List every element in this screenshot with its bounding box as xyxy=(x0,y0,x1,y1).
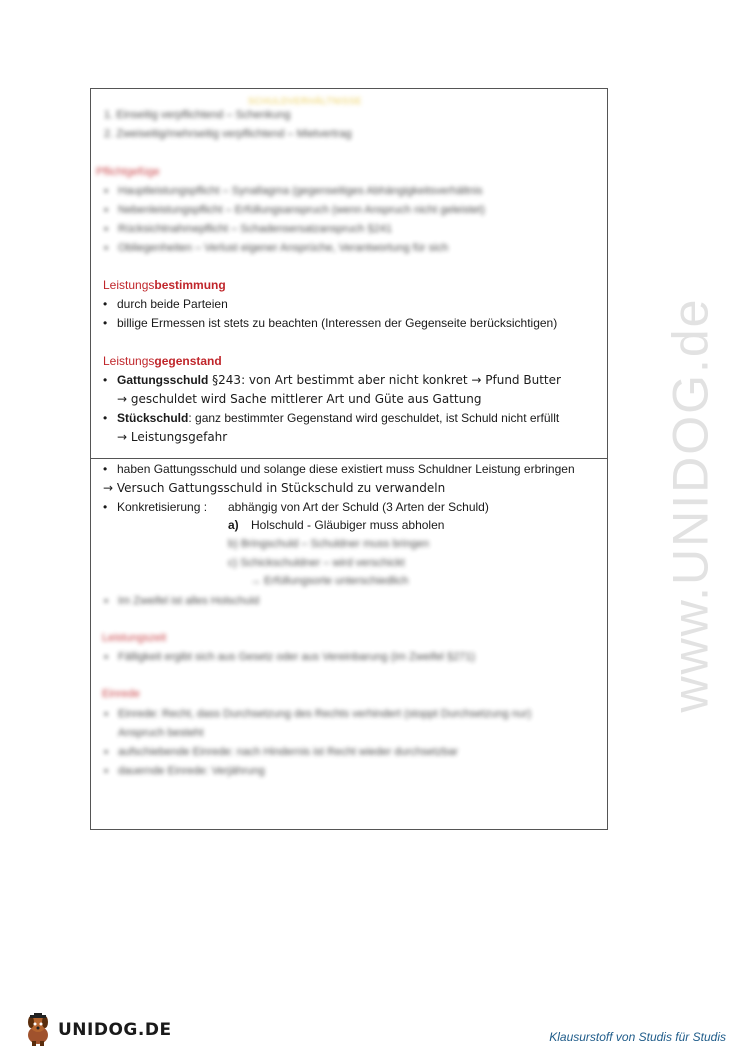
holschuld-text: Holschuld - Gläubiger muss abholen xyxy=(251,518,445,532)
blurred-einrede-1: • Einrede: Recht, dass Durchsetzung des Rechts verhindert (stoppt Durchsetzung nur) Anspruch besteht xyxy=(118,705,578,743)
gattungsschuld-continuation: → geschuldet wird Sache mittlerer Art und Güte aus Gattung xyxy=(117,392,482,406)
blurred-pflicht-4: • Obliegenheiten – Verlust eigener Ansprüche, Verantwortung für sich xyxy=(118,239,448,258)
blurred-zeit-heading: Leistungszeit xyxy=(102,632,167,644)
watermark: www.UNIDOG.de xyxy=(662,297,718,713)
gattungsschuld-line: • Gattungsschuld §243: von Art bestimmt aber nicht konkret → Pfund Butter xyxy=(117,371,561,390)
stueckschuld-line: • Stückschuld: ganz bestimmter Gegenstand wird geschuldet, ist Schuld nicht erfüllt xyxy=(117,409,559,428)
blurred-schickschuld-cont: → Erfüllungsorte unterschiedlich xyxy=(250,575,409,587)
logo-text: UNIDOG.DE xyxy=(58,1020,172,1040)
konkretisierung-label: • Konkretisierung : xyxy=(117,498,207,517)
konkretisierung-line-1: • haben Gattungsschuld und solange diese existiert muss Schuldner Leistung erbringen xyxy=(117,460,575,479)
section-divider xyxy=(90,458,608,459)
blurred-top-section xyxy=(90,88,608,264)
stueckschuld-continuation: → Leistungsgefahr xyxy=(117,430,228,444)
bestimmung-item-1: • durch beide Parteien xyxy=(117,295,228,314)
blurred-title: SCHULDVERHÄLTNISSE xyxy=(248,96,362,106)
dog-mascot-icon xyxy=(22,1013,54,1047)
konkretisierung-line-2: → Versuch Gattungsschuld in Stückschuld zu verwandeln xyxy=(103,481,446,495)
unidog-logo[interactable] xyxy=(22,1010,172,1050)
blurred-einrede-2: • aufschiebende Einrede: nach Hindernis ist Recht wieder durchsetzbar xyxy=(118,743,458,762)
holschuld-label: a) xyxy=(228,518,239,532)
blurred-zeit: • Fälligkeit ergibt sich aus Gesetz oder aus Vereinbarung (im Zweifel §271) xyxy=(118,648,475,667)
blurred-bringschuld: b) Bringschuld – Schuldner muss bringen xyxy=(228,538,430,550)
blurred-pflicht-3: • Rücksichtnahmepflicht – Schadensersatzanspruch §241 xyxy=(118,220,392,239)
bestimmung-heading: Leistungsbestimmung xyxy=(103,278,226,292)
footer-tagline: Klausurstoff von Studis für Studis xyxy=(549,1030,726,1044)
bestimmung-item-2: • billige Ermessen ist stets zu beachten (Interessen der Gegenseite berücksichtigen) xyxy=(117,314,557,333)
blurred-item-2: 2. Zweiseitig/mehrseitig verpflichtend – Mietvertrag xyxy=(104,128,352,140)
gegenstand-heading: Leistungsgegenstand xyxy=(103,354,222,368)
blurred-schickschuld: c) Schickschuldner – wird verschickt xyxy=(228,557,405,569)
blurred-zweifel: • Im Zweifel ist alles Holschuld xyxy=(118,592,259,611)
blurred-item-1: 1. Einseitig verpflichtend – Schenkung xyxy=(104,109,291,121)
konkretisierung-desc: abhängig von Art der Schuld (3 Arten der Schuld) xyxy=(228,500,489,514)
blurred-pflicht-1: • Hauptleistungspflicht – Synallagma (gegenseitiges Abhängigkeitsverhältnis xyxy=(118,182,482,201)
blurred-einrede-3: • dauernde Einrede: Verjährung xyxy=(118,762,265,781)
blurred-pflicht-2: • Nebenleistungspflicht – Erfüllungsanspruch (wenn Anspruch nicht geleistet) xyxy=(118,201,485,220)
blurred-pflichten-heading: Pflichtgefüge xyxy=(96,166,160,178)
blurred-bottom-section xyxy=(90,532,608,822)
blurred-einrede-heading: Einrede xyxy=(102,688,140,700)
